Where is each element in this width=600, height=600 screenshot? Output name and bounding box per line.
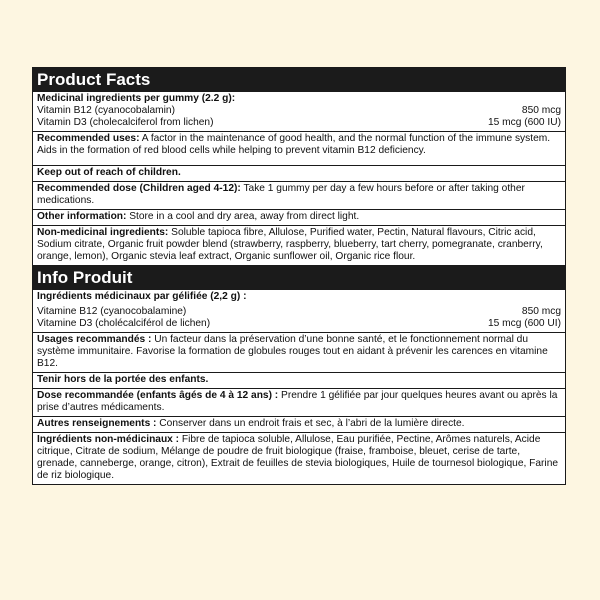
ingredient-amount: 15 mcg (600 IU) bbox=[487, 117, 561, 128]
fr-other-information-label: Autres renseignements : bbox=[37, 418, 157, 429]
ingredient-row bbox=[37, 306, 561, 318]
warning-text: Keep out of reach of children. bbox=[37, 167, 181, 178]
ingredient-name: Vitamin B12 (cyanocobalamin) bbox=[37, 105, 175, 116]
fr-warning-section bbox=[33, 373, 565, 389]
ingredient-row bbox=[37, 105, 561, 117]
fr-medicinal-ingredients-heading: Ingrédients médicinaux par gélifiée (2,2 g) : bbox=[37, 291, 247, 302]
product-facts-title: Product Facts bbox=[33, 68, 565, 92]
medicinal-ingredients-section bbox=[33, 92, 565, 132]
fr-medicinal-ingredients-section bbox=[33, 290, 565, 333]
fr-non-medicinal-section bbox=[33, 433, 565, 484]
ingredient-amount: 15 mcg (600 UI) bbox=[487, 318, 561, 329]
fr-non-medicinal-label: Ingrédients non-médicinaux : bbox=[37, 434, 180, 445]
recommended-dose-section bbox=[33, 182, 565, 210]
recommended-uses-text: A factor in the maintenance of good health, and the normal function of the immune system. Aids in the formation of red blood cells while helping to prevent vitamin B12 deficiency. bbox=[37, 133, 551, 156]
fr-non-medicinal-text: Fibre de tapioca soluble, Allulose, Eau purifiée, Pectine, Arômes naturels, Acide citrique, Citrate de sodium, Mélange de poudre de fruit biologique (fraise, framboise, bleuet, cerise de tarte, grenade, canneberge, orange, citron), Extrait de feuilles de stevia biologiques, Huile de tournesol biologique, Farine de riz biologique. bbox=[37, 434, 559, 481]
ingredient-name: Vitamine D3 (cholécalciférol de lichen) bbox=[37, 318, 211, 329]
recommended-dose-text: Take 1 gummy per day a few hours before or after taking other medications. bbox=[37, 183, 525, 206]
fr-recommended-dose-section bbox=[33, 389, 565, 417]
ingredient-row bbox=[37, 117, 561, 129]
recommended-dose-label: Recommended dose (Children aged 4-12): bbox=[37, 183, 241, 194]
fr-recommended-dose-text: Prendre 1 gélifiée par jour quelques heures avant ou après la prise d’autres médicaments. bbox=[37, 390, 558, 413]
product-facts-panel bbox=[32, 67, 566, 485]
recommended-uses-section bbox=[33, 132, 565, 166]
ingredient-name: Vitamine B12 (cyanocobalamine) bbox=[37, 306, 187, 317]
ingredient-name: Vitamin D3 (cholecalciferol from lichen) bbox=[37, 117, 214, 128]
fr-recommended-uses-text: Un facteur dans la préservation d’une bonne santé, et le fonctionnement normal du système immunitaire. Favorise la formation de globules rouges tout en aidant à prévenir les carences en vitamine B12. bbox=[37, 334, 548, 369]
non-medicinal-section bbox=[33, 226, 565, 266]
fr-warning-text: Tenir hors de la portée des enfants. bbox=[37, 374, 209, 385]
fr-other-information-text: Conserver dans un endroit frais et sec, à l’abri de la lumière directe. bbox=[156, 418, 465, 429]
fr-other-information-section bbox=[33, 417, 565, 433]
non-medicinal-label: Non-medicinal ingredients: bbox=[37, 227, 169, 238]
fr-recommended-dose-label: Dose recommandée (enfants âgés de 4 à 12 ans) : bbox=[37, 390, 279, 401]
other-information-text: Store in a cool and dry area, away from direct light. bbox=[126, 211, 360, 222]
other-information-section bbox=[33, 210, 565, 226]
ingredient-amount: 850 mcg bbox=[521, 105, 561, 116]
other-information-label: Other information: bbox=[37, 211, 127, 222]
recommended-uses-label: Recommended uses: bbox=[37, 133, 140, 144]
medicinal-ingredients-heading: Medicinal ingredients per gummy (2.2 g): bbox=[37, 93, 236, 104]
fr-recommended-uses-section bbox=[33, 333, 565, 373]
ingredient-amount: 850 mcg bbox=[521, 306, 561, 317]
info-produit-title: Info Produit bbox=[33, 266, 565, 290]
ingredient-row bbox=[37, 318, 561, 330]
fr-recommended-uses-label: Usages recommandés : bbox=[37, 334, 152, 345]
non-medicinal-text: Soluble tapioca fibre, Allulose, Purified water, Pectin, Natural flavours, Citric acid, Sodium citrate, Organic fruit powder blend (strawberry, raspberry, blueberry, tart cherry, pomegranate, cranberry, orange, lemon), Organic stevia leaf extract, Organic sunflower oil, Organic rice flour. bbox=[37, 227, 543, 262]
warning-section bbox=[33, 166, 565, 182]
